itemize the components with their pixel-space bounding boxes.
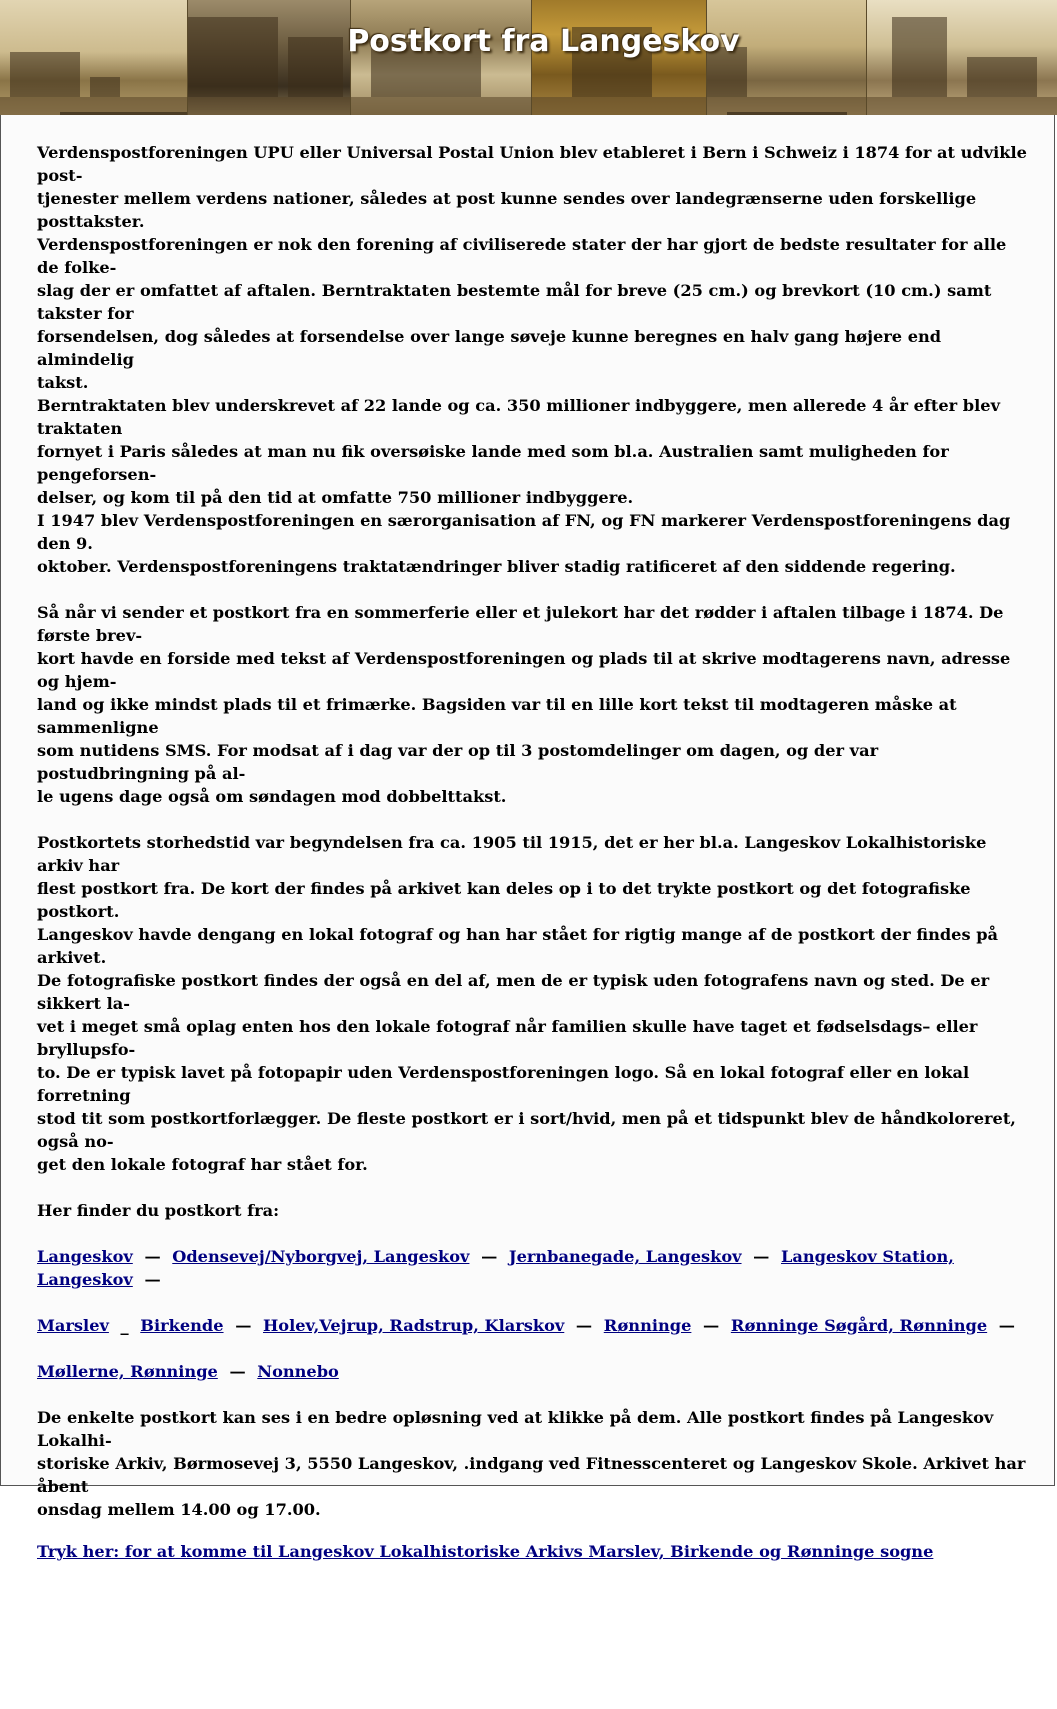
text-line: Langeskov havde dengang en lokal fotograf og han har stået for rigtig mange af de postkort der findes på arkivet. (37, 925, 999, 967)
links-row-3 (37, 1360, 1027, 1383)
text-line: oktober. Verdenspostforeningens traktatændringer bliver stadig ratificeret af den siddende regering. (37, 557, 956, 576)
text-line: som nutidens SMS. For modsat af i dag var der op til 3 postomdelinger om dagen, og der var postudbringning på al- (37, 741, 879, 783)
archive-link-row (37, 1540, 1027, 1563)
text-line: Berntraktaten blev underskrevet af 22 lande og ca. 350 millioner indbyggere, men allerede 4 år efter blev traktaten (37, 396, 1000, 438)
archive-link[interactable]: Tryk her: for at komme til Langeskov Lokalhistoriske Arkivs Marslev, Birkende og Rønninge sogne (37, 1542, 934, 1561)
text-line: storiske Arkiv, Børmosevej 3, 5550 Langeskov, .indgang ved Fitnesscenteret og Langeskov Skole. Arkivet har åbent (37, 1454, 1026, 1496)
dash-separator: — (235, 1316, 252, 1335)
text-line: Verdenspostforeningen UPU eller Universal Postal Union blev etableret i Bern i Schweiz i 1874 for at udvikle post- (37, 143, 1027, 185)
text-line: tjenester mellem verdens nationer, således at post kunne sendes over landegrænserne uden forskellige posttakster. (37, 189, 977, 231)
link-marslev[interactable]: Marslev (37, 1316, 109, 1335)
text-line: forsendelsen, dog således at forsendelse over lange søveje kunne beregnes en halv gang højere end almindelig (37, 327, 942, 369)
dash-separator: — (998, 1316, 1015, 1335)
text-line: takst. (37, 373, 89, 392)
text-line: slag der er omfattet af aftalen. Berntraktaten bestemte mål for breve (25 cm.) og brevkort (10 cm.) samt takster for (37, 281, 992, 323)
text-line: Verdenspostforeningen er nok den forening af civiliserede stater der har gjort de bedste resultater for alle de folke- (37, 235, 1007, 277)
text-line: Så når vi sender et postkort fra en sommerferie eller et julekort har det rødder i aftalen tilbage i 1874. De første brev- (37, 603, 1004, 645)
text-line: kort havde en forside med tekst af Verdenspostforeningen og plads til at skrive modtagerens navn, adresse og hjem- (37, 649, 1011, 691)
dash-separator: — (229, 1362, 246, 1381)
link-mollerne[interactable]: Møllerne, Rønninge (37, 1362, 218, 1381)
text-line: Postkortets storhedstid var begyndelsen fra ca. 1905 til 1915, det er her bl.a. Langeskov Lokalhistoriske arkiv har (37, 833, 987, 875)
text-line: le ugens dage også om søndagen mod dobbelttakst. (37, 787, 507, 806)
text-line: to. De er typisk lavet på fotopapir uden Verdenspostforeningen logo. Så en lokal fotograf eller en lokal forretning (37, 1063, 970, 1105)
page-title: Postkort fra Langeskov (347, 24, 740, 59)
link-birkende[interactable]: Birkende (140, 1316, 224, 1335)
link-odensevej-nyborgvej[interactable]: Odensevej/Nyborgvej, Langeskov (172, 1247, 470, 1266)
text-line: onsdag mellem 14.00 og 17.00. (37, 1500, 321, 1519)
intro-paragraph-2 (37, 601, 1027, 808)
link-langeskov[interactable]: Langeskov (37, 1247, 133, 1266)
underscore-separator: _ (120, 1316, 129, 1335)
main-content (37, 141, 1027, 1586)
link-nonnebo[interactable]: Nonnebo (257, 1362, 339, 1381)
dash-separator: — (575, 1316, 593, 1335)
link-jernbanegade[interactable]: Jernbanegade, Langeskov (508, 1247, 742, 1266)
link-langeskov-station[interactable]: Langeskov Station, Langeskov (37, 1247, 954, 1289)
dash-separator: — (753, 1247, 770, 1266)
dash-separator: — (481, 1247, 498, 1266)
link-ronninge-sogard[interactable]: Rønninge Søgård, Rønninge (730, 1316, 988, 1335)
links-row-2 (37, 1314, 1027, 1337)
dash-separator: — (144, 1247, 161, 1266)
footer-note (37, 1406, 1027, 1521)
dash-separator: — (703, 1316, 720, 1335)
text-line: fornyet i Paris således at man nu fik oversøiske lande med som bl.a. Australien samt muligheden for pengeforsen- (37, 442, 949, 484)
intro-paragraph-1 (37, 141, 1027, 578)
link-ronninge[interactable]: Rønninge (603, 1316, 692, 1335)
link-holev-vejrup-radstrup-klarskov[interactable]: Holev,Vejrup, Radstrup, Klarskov (263, 1316, 565, 1335)
text-line: I 1947 blev Verdenspostforeningen en særorganisation af FN, og FN markerer Verdenspostforeningens dag den 9. (37, 511, 1011, 553)
header-banner (0, 0, 1057, 115)
text-line: delser, og kom til på den tid at omfatte 750 millioner indbyggere. (37, 488, 634, 507)
links-heading: Her finder du postkort fra: (37, 1201, 280, 1220)
dash-separator: — (144, 1270, 161, 1289)
text-line: De enkelte postkort kan ses i en bedre opløsning ved at klikke på dem. Alle postkort findes på Langeskov Lokalhi- (37, 1408, 994, 1450)
text-line: flest postkort fra. De kort der findes på arkivet kan deles op i to det trykte postkort og det fotografiske postkort. (37, 879, 971, 921)
links-row-1 (37, 1245, 1027, 1291)
text-line: get den lokale fotograf har stået for. (37, 1155, 368, 1174)
text-line: land og ikke mindst plads til et frimærke. Bagsiden var til en lille kort tekst til modtageren måske at sammenligne (37, 695, 957, 737)
text-line: stod tit som postkortforlægger. De fleste postkort er i sort/hvid, men på et tidspunkt blev de håndkoloreret, også no- (37, 1109, 1016, 1151)
intro-paragraph-3 (37, 831, 1027, 1176)
text-line: De fotografiske postkort findes der også en del af, men de er typisk uden fotografens navn og sted. De er sikkert la- (37, 971, 990, 1013)
text-line: vet i meget små oplag enten hos den lokale fotograf når familien skulle have taget et fødselsdags– eller bryllupsfo- (37, 1017, 978, 1059)
